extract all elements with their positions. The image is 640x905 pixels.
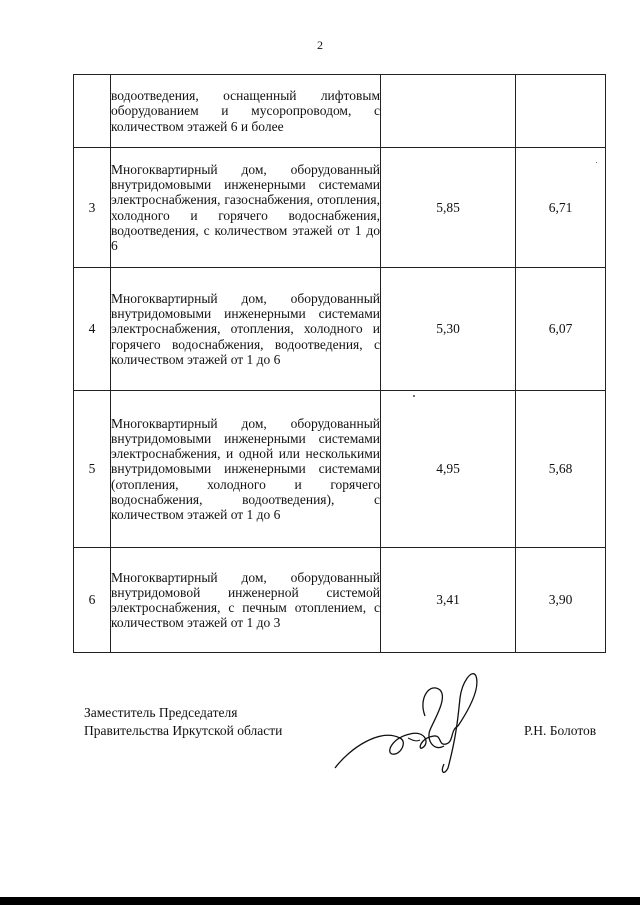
row-description: Многоквартирный дом, оборудованный внутридомовой инженерной системой электроснабжения, с печным отоплением, с количеством этажей от 1 до 3 bbox=[111, 548, 381, 653]
value-column-2: 3,90 bbox=[516, 548, 606, 653]
row-description: Многоквартирный дом, оборудованный внутридомовыми инженерными системами электроснабжения, газоснабжения, отопления, холодного и горячего водоснабжения, водоотведения, с количеством этажей от 1 до 6 bbox=[111, 148, 381, 268]
row-description: Многоквартирный дом, оборудованный внутридомовыми инженерными системами электроснабжения, и одной или несколькими внутридомовыми инженерными системами (отопления, холодного и горячего водоснабжения, водоотведения), с количеством этажей от 1 до 6 bbox=[111, 391, 381, 548]
row-number bbox=[74, 75, 111, 148]
value-column-2: 5,68 bbox=[516, 391, 606, 548]
value-column-1: 4,95 bbox=[381, 391, 516, 548]
value-column-2: 6,07 bbox=[516, 268, 606, 391]
value-column-1: 3,41 bbox=[381, 548, 516, 653]
row-number: 3 bbox=[74, 148, 111, 268]
row-number: 6 bbox=[74, 548, 111, 653]
value-column-1: 5,85 bbox=[381, 148, 516, 268]
table-row bbox=[74, 148, 606, 268]
signatory-position-line-2: Правительства Иркутской области bbox=[84, 723, 283, 738]
row-number: 5 bbox=[74, 391, 111, 548]
scan-edge-bar bbox=[0, 897, 640, 905]
value-column-2 bbox=[516, 75, 606, 148]
tariff-table bbox=[73, 74, 606, 653]
table-row bbox=[74, 268, 606, 391]
signatory-name: Р.Н. Болотов bbox=[524, 723, 597, 738]
value-column-1: 5,30 bbox=[381, 268, 516, 391]
row-description: водоотведения, оснащенный лифтовым оборудованием и мусоропроводом, с количеством этажей 6 и более bbox=[111, 75, 381, 148]
signatory-position bbox=[84, 704, 282, 740]
scan-speck bbox=[413, 395, 415, 397]
table-row bbox=[74, 548, 606, 653]
value-column-1 bbox=[381, 75, 516, 148]
row-number: 4 bbox=[74, 268, 111, 391]
handwritten-signature bbox=[330, 668, 490, 778]
page-number: 2 bbox=[317, 38, 323, 52]
table-row bbox=[74, 75, 606, 148]
table-row bbox=[74, 391, 606, 548]
row-description: Многоквартирный дом, оборудованный внутридомовыми инженерными системами электроснабжения, отопления, холодного и горячего водоснабжения, водоотведения, с количеством этажей от 1 до 6 bbox=[111, 268, 381, 391]
value-column-2: 6,71 bbox=[516, 148, 606, 268]
scan-speck bbox=[596, 162, 597, 163]
signatory-position-line-1: Заместитель Председателя bbox=[84, 705, 238, 720]
